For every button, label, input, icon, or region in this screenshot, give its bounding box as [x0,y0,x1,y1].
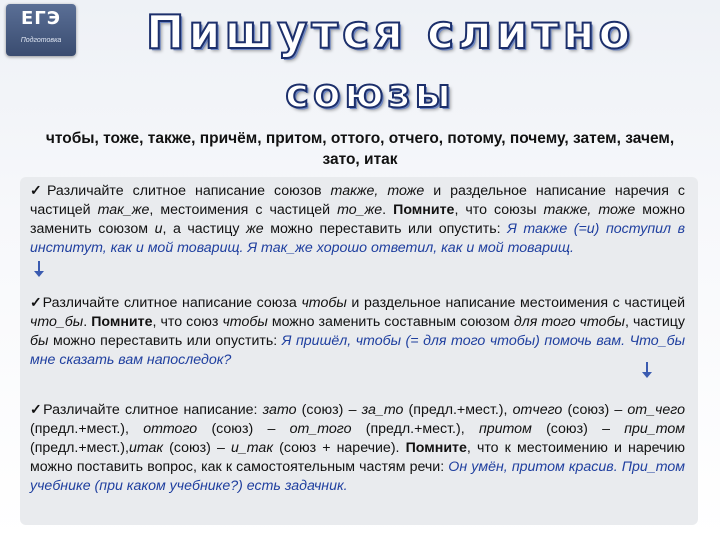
text: что_бы [30,314,84,330]
text: Помните [91,314,153,330]
text: , что союзы [454,202,544,218]
text: (предл.+мест.), [351,421,479,437]
ege-logo [6,4,76,56]
text: также, тоже [543,202,636,218]
text: можно переставить или опустить: [48,333,282,349]
text: . [382,202,394,218]
text: Различайте слитное написание союзов [46,183,331,199]
text: (предл.+мест.), [30,440,129,456]
rule-paragraph-2 [30,294,685,370]
text: и_так [230,440,274,456]
text: (союз) – [296,402,362,418]
text: и раздельное написание местоимения с частицей [346,295,685,311]
text: , а частицу [162,221,246,237]
text: чтобы [222,314,268,330]
checkmark-icon: ✓ [30,402,44,418]
text: Различайте слитное написание: [43,402,263,418]
text: , местоимения с частицей [149,202,338,218]
logo-subtitle: Подготовка [20,37,62,44]
text: чтобы [301,295,347,311]
text: можно заменить союзом [30,202,685,237]
text: (союз) – [163,440,231,456]
text: (предл.+мест.), [403,402,513,418]
rule-paragraph-3 [30,401,685,496]
text: Помните [405,440,467,456]
text: и раздельное написание наречия с частицей [30,183,685,218]
text: оттого [143,421,198,437]
move-arrow-icon [33,260,45,278]
text: и [154,221,163,237]
text: (союз) – [531,421,625,437]
text: итак [128,440,164,456]
text: также, тоже [330,183,425,199]
slide-title-line2: союзы [285,71,455,117]
text: отчего [512,402,563,418]
checkmark-icon: ✓ [30,183,47,199]
text: от_того [289,421,352,437]
text: для того чтобы [513,314,625,330]
text: зато [262,402,297,418]
text: притом [478,421,532,437]
text: Помните [393,202,455,218]
text: (союз + наречие). [273,440,406,456]
example-text: Я также (=и) поступил в институт, как и мой товарищ. Я так_же хорошо ответил, как и мой товарищ. [30,221,686,256]
example-text: Он умён, притом красив. При_том учебнике (при каком учебнике?) есть задачник. [30,459,685,494]
text: Различайте слитное написание союза [42,295,302,311]
text: бы [30,333,49,349]
text: при_том [624,421,685,437]
conjunction-list: чтобы, тоже, также, причём, притом, оттого, отчего, потому, почему, затем, зачем, зато, итак [45,130,675,168]
text: можно переставить или опустить: [263,221,508,237]
example-text: Я пришёл, чтобы (= для того чтобы) помочь вам. Что_бы мне сказать вам напоследок? [30,333,686,368]
text: так_же [97,202,150,218]
text: . [83,314,92,330]
text: , что к местоимению и наречию можно поставить вопрос, как к самостоятельным частям речи: [30,440,685,475]
slide-title-line1: Пишутся слитно [145,5,635,59]
text: же [245,221,264,237]
text: можно заменить составным союзом [267,314,514,330]
text: за_то [361,402,404,418]
text: то_же [337,202,383,218]
text: , частицу [624,314,685,330]
text: , что союз [152,314,223,330]
rule-paragraph-1 [30,182,685,258]
checkmark-icon: ✓ [30,295,43,311]
text: (предл.+мест.), [30,421,144,437]
logo-mark: ЕГЭ [21,8,61,29]
text: от_чего [627,402,685,418]
move-arrow-icon [641,361,653,379]
text: (союз) – [562,402,628,418]
text: (союз) – [197,421,290,437]
